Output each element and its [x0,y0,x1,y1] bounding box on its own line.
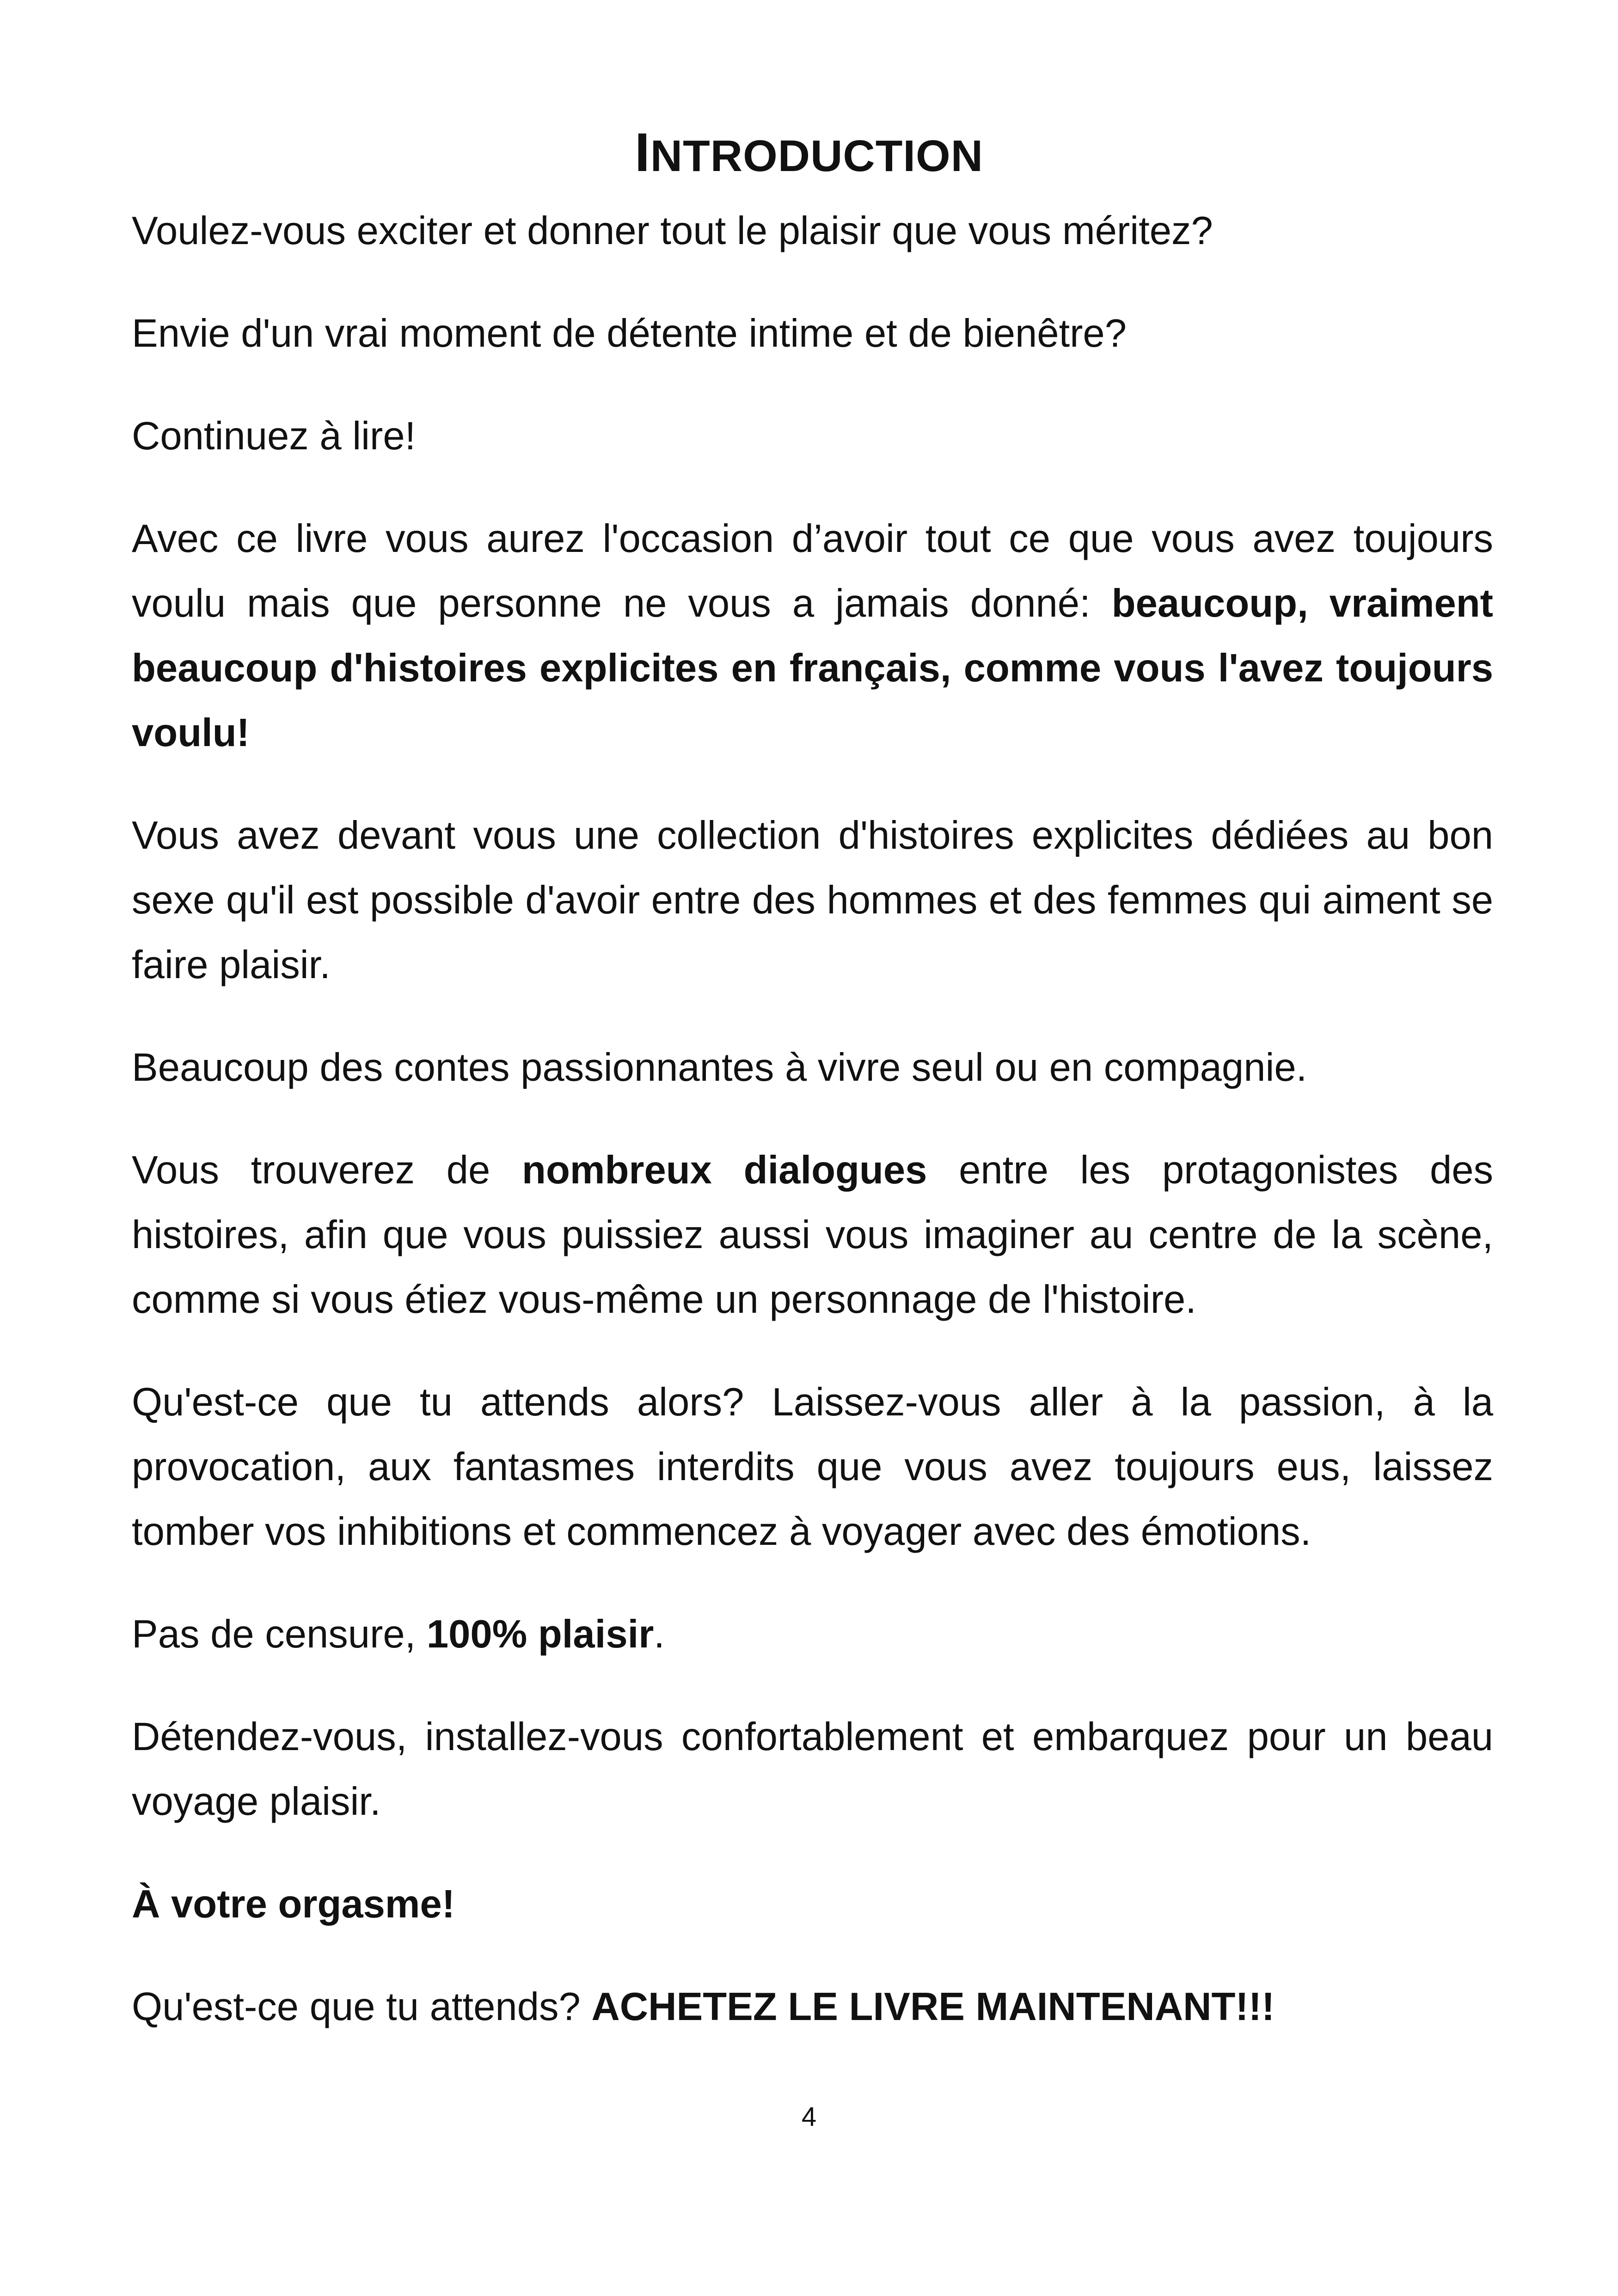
page-title [0,122,1618,186]
paragraph-9 [132,1602,1493,1667]
paragraph-11: À votre orgasme! [132,1882,455,1926]
paragraph-4-text: Avec ce livre vous aurez l'occasion d’avoir tout ce que vous avez toujours voulu mais que personne ne vous a jamais donné: [132,517,1493,625]
paragraph-7 [132,1138,1493,1332]
paragraph-9-start: Pas de censure, [132,1612,427,1656]
page-number: 4 [801,2102,817,2132]
paragraph-6: Beaucoup des contes passionnantes à vivre seul ou en compagnie. [132,1046,1307,1090]
paragraph-5: Vous avez devant vous une collection d'histoires explicites dédiées au bon sexe qu'il est possible d'avoir entre des hommes et des femmes qui aiment se faire plaisir. [132,814,1493,987]
paragraph-3: Continuez à lire! [132,414,416,458]
paragraph-9-bold: 100% plaisir [426,1612,654,1656]
paragraph-9-end: . [654,1612,665,1656]
paragraph-1: Voulez-vous exciter et donner tout le plaisir que vous méritez? [132,209,1213,253]
title-initial: I [634,122,650,183]
paragraph-4-bold: beaucoup, vraiment beaucoup d'histoires explicites en français, comme vous l'avez toujours voulu! [132,582,1493,755]
paragraph-7-start: Vous trouverez de [132,1148,522,1192]
paragraph-7-end: entre les protagonistes des histoires, afin que vous puissiez aussi vous imaginer au centre de la scène, comme si vous étiez vous-même un personnage de l'histoire. [132,1148,1493,1322]
body-text [132,199,1493,2077]
paragraph-12 [132,1975,1493,2039]
paragraph-12-bold: ACHETEZ LE LIVRE MAINTENANT!!! [591,1985,1275,2029]
paragraph-10: Détendez-vous, installez-vous confortablement et embarquez pour un beau voyage plaisir. [132,1715,1493,1824]
paragraph-7-bold: nombreux dialogues [522,1148,927,1192]
paragraph-2: Envie d'un vrai moment de détente intime et de bienêtre? [132,312,1127,355]
paragraph-12-start: Qu'est-ce que tu attends? [132,1985,592,2029]
title-rest: NTRODUCTION [650,131,984,181]
paragraph-8: Qu'est-ce que tu attends alors? Laissez-vous aller à la passion, à la provocation, aux fantasmes interdits que vous avez toujours eus, laissez tomber vos inhibitions et commencez à voyager avec des émotions. [132,1380,1493,1554]
paragraph-4 [132,507,1493,765]
